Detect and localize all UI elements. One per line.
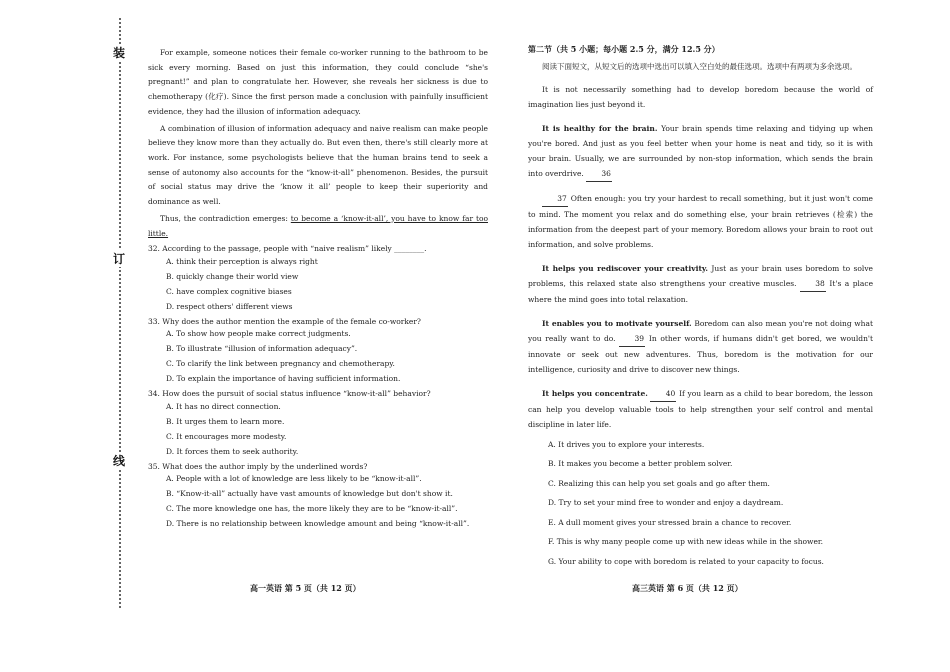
passage-paragraph xyxy=(528,316,873,377)
option: C. It encourages more modesty. xyxy=(166,431,287,441)
paragraph-text: In other words, if humans didn't get bored, we wouldn't innovate or seek out new adventures. Thus, boredom is the motivation for our intelligence, curiosity and drive to discover new things. xyxy=(528,333,873,374)
passage-paragraph: A combination of illusion of information adequacy and naive realism can make people believe they know more than they actually do. But even then, there's still clearly more at work. For instance, some psychologists believe that the human brains tend to seek a sense of autonomy also accounts for the “know-it-all” phenomenon. Besides, the pursuit of social status may drive the ‘know it all’ people to keep their superiority and dominance as well. xyxy=(148,123,488,206)
option: A. think their perception is always right xyxy=(166,256,318,266)
option: D. It forces them to seek authority. xyxy=(166,446,299,456)
option: D. Try to set your mind free to wonder and enjoy a daydream. xyxy=(548,498,784,508)
section-instructions: 阅读下面短文，从短文后的选项中选出可以填入空白处的最佳选项。选项中有两项为多余选项。 xyxy=(542,62,857,71)
question-35 xyxy=(148,463,488,528)
question-32 xyxy=(148,245,488,310)
option: B. It urges them to learn more. xyxy=(166,416,285,426)
passage-paragraph xyxy=(528,191,873,252)
question-stem: 35. What does the author imply by the underlined words? xyxy=(148,461,368,471)
paragraph-text: Your brain spends time relaxing and tidying up when you're bored. And just as you feel better when your home is neat and tidy, so it is with your brain. Usually, we are surrounded by non-stop information, which sends the brain into overdrive. xyxy=(528,123,873,178)
option-list xyxy=(528,441,873,566)
option: C. The more knowledge one has, the more likely they are to be “know-it-all”. xyxy=(166,504,458,514)
option: C. have complex cognitive biases xyxy=(166,286,292,296)
passage-paragraph xyxy=(528,261,873,307)
topic-sentence: It enables you to motivate yourself. xyxy=(542,318,692,328)
conclusion-text: Thus, the contradiction emerges: xyxy=(160,213,291,223)
page-footer-right: 高三英语 第 6 页（共 12 页） xyxy=(632,583,743,593)
option: A. To show how people make correct judgments. xyxy=(166,329,351,339)
option: A. It drives you to explore your interests. xyxy=(548,439,705,449)
question-33 xyxy=(148,318,488,383)
blank-40: 40 xyxy=(650,386,676,402)
topic-sentence: It helps you concentrate. xyxy=(542,388,648,398)
question-stem: 33. Why does the author mention the example of the female co-worker? xyxy=(148,316,421,326)
paragraph-text: Just as your brain uses boredom to solve problems, this relaxed state also strengthens your creative muscles. xyxy=(528,263,873,288)
margin-label-bottom: 线 xyxy=(110,452,128,469)
option: G. Your ability to cope with boredom is related to your capacity to focus. xyxy=(548,556,824,566)
passage-paragraph xyxy=(528,386,873,432)
question-34 xyxy=(148,390,488,455)
passage-paragraph: For example, someone notices their female co-worker running to the bathroom to be sick every morning. Based on just this information, they could conclude “she's pregnant!” and plan to congratulate her. However, she reveals her sickness is due to chemotherapy (化疗). Since the first person made a conclusion with painfully insufficient evidence, they had the illusion of information adequacy. xyxy=(148,48,488,116)
paragraph-text: Boredom can also mean you're not doing what you really want to do. xyxy=(528,318,873,343)
option: D. respect others' different views xyxy=(166,301,293,311)
paragraph-text: If you learn as a child to bear boredom, the lesson can help you develop valuable tools to help strengthen your self control and mental discipline in later life. xyxy=(528,388,873,429)
paragraph-text: Often enough: you try your hardest to recall something, but it just won't come to mind. The moment you relax and do something else, your brain retrieves (检索) the information from the deepest part of your memory. Boredom allows your brain to root out information, and solve problems. xyxy=(528,193,873,249)
option: B. “Know-it-all” actually have vast amounts of knowledge but don't show it. xyxy=(166,489,453,499)
option: A. People with a lot of knowledge are less likely to be “know-it-all”. xyxy=(166,474,422,484)
page-footer-left: 高一英语 第 5 页（共 12 页） xyxy=(250,583,361,593)
passage-paragraph xyxy=(528,121,873,182)
option: D. To explain the importance of having sufficient information. xyxy=(166,374,401,384)
option: B. quickly change their world view xyxy=(166,271,299,281)
margin-label-middle: 订 xyxy=(110,250,128,267)
passage-conclusion xyxy=(148,212,488,241)
blank-36: 36 xyxy=(586,166,612,182)
question-stem: 32. According to the passage, people with “naive realism” likely ________. xyxy=(148,244,427,254)
option: D. There is no relationship between knowledge amount and being “know-it-all”. xyxy=(166,519,470,529)
option: B. It makes you become a better problem solver. xyxy=(548,459,733,469)
underlined-words: to become a ‘know-it-all’, you have to know far too little. xyxy=(148,213,488,238)
blank-38: 38 xyxy=(800,276,826,292)
topic-sentence: It helps you rediscover your creativity. xyxy=(542,263,709,273)
option: C. Realizing this can help you set goals and go after them. xyxy=(548,478,770,488)
question-stem: 34. How does the pursuit of social status influence “know-it-all” behavior? xyxy=(148,389,431,399)
section-title: 第二节（共 5 小题；每小题 2.5 分，满分 12.5 分） xyxy=(528,44,720,54)
option: E. A dull moment gives your stressed brain a chance to recover. xyxy=(548,517,792,527)
blank-37: 37 xyxy=(542,191,568,207)
topic-sentence: It is healthy for the brain. xyxy=(542,123,658,133)
blank-39: 39 xyxy=(619,331,645,347)
binding-margin-line xyxy=(119,18,121,608)
option: C. To clarify the link between pregnancy and chemotherapy. xyxy=(166,359,395,369)
left-page xyxy=(148,46,488,535)
margin-label-top: 装 xyxy=(110,44,128,61)
option: A. It has no direct connection. xyxy=(166,401,281,411)
option: B. To illustrate “illusion of information adequacy”. xyxy=(166,344,358,354)
option: F. This is why many people come up with new ideas while in the shower. xyxy=(548,537,824,547)
right-page xyxy=(528,44,873,577)
paragraph-text: It's a place where the mind goes into total relaxation. xyxy=(528,278,874,304)
passage-intro: It is not necessarily something had to develop boredom because the world of imagination lies just beyond it. xyxy=(528,84,873,109)
